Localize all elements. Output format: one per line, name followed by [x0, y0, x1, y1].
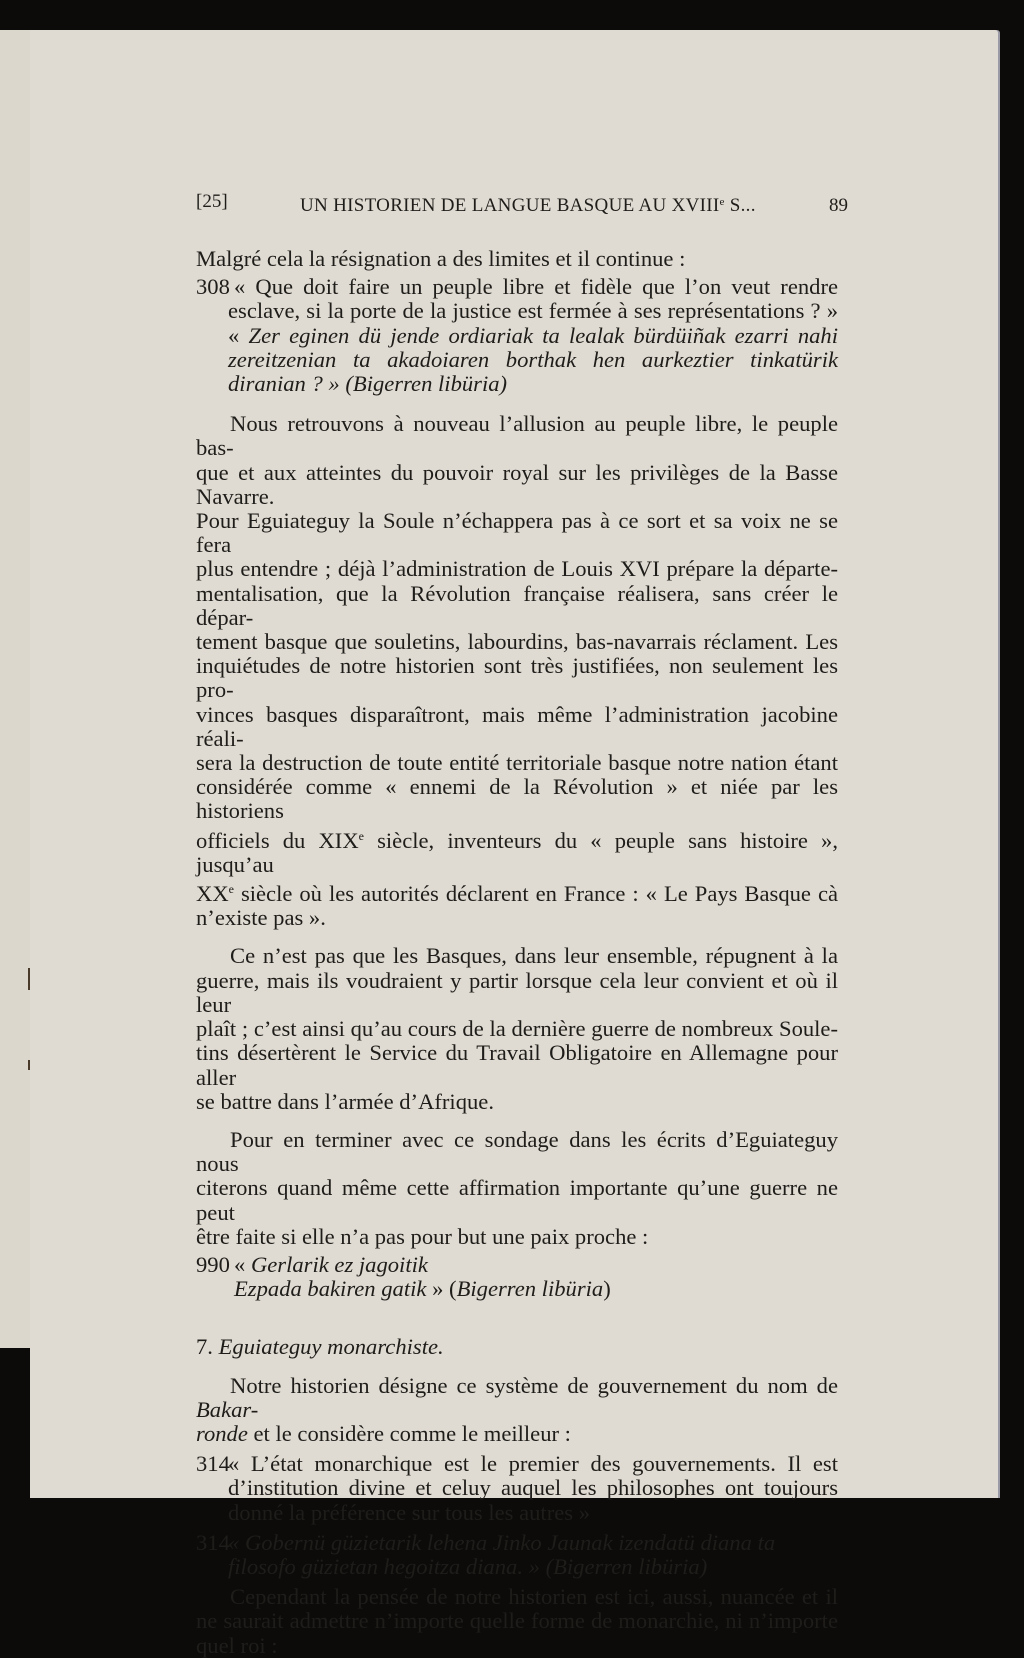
- verse-text: Gerlarik ez jagoitik: [250, 1251, 428, 1277]
- quote-314-basque: [196, 1531, 838, 1579]
- quote-basque: Zer eginen dü jende ordiariak ta lealak bürdüiñak ezarri nahi zereitzenian ta akadoiaren borthak hen aurkeztier tinkatürik diranian ? » (Bigerren libüria): [228, 322, 839, 397]
- paragraph-allusion: [196, 412, 838, 930]
- text-line: mentalisation, que la Révolution française réalisera, sans créer le dépar-: [196, 580, 838, 630]
- text-fragment: siècle où les autorités déclarent en France : « Le Pays Basque cà: [233, 881, 838, 907]
- text-fragment: officiels du XIX: [196, 827, 359, 853]
- running-title-suffix: S...: [724, 195, 756, 216]
- text-line: inquiétudes de notre historien sont très justifiées, non seulement les pro-: [196, 653, 838, 703]
- quote-text: [228, 1531, 838, 1579]
- text-line: plaît ; c’est ainsi qu’au cours de la dernière guerre de nombreux Soule-: [196, 1016, 838, 1042]
- verse-number: 314: [196, 1529, 230, 1555]
- term: Bakar-: [196, 1396, 259, 1422]
- running-head: [196, 190, 848, 214]
- text-line: [196, 877, 838, 906]
- quote-basque: « Gobernü güzietarik lehena Jinko Jaunak izendatü diana ta filosofo güzietan hegoitza diana. » (Bigerren libüria): [228, 1529, 776, 1579]
- text-line: se battre dans l’armée d’Afrique.: [196, 1088, 494, 1114]
- text-fragment: XX: [196, 881, 229, 907]
- text-fragment: siècle, inventeurs du « peuple sans histoire », jusqu’au: [196, 827, 838, 877]
- text-line: Pour en terminer avec ce sondage dans les écrits d’Eguiateguy nous: [196, 1126, 838, 1177]
- quote-french: « Que doit faire un peuple libre et fidèle que l’on veut rendre esclave, si la porte de la justice est fermée à ses représentations ? » «: [228, 274, 838, 348]
- section-title: Eguiateguy monarchiste.: [218, 1334, 444, 1360]
- text-line: sera la destruction de toute entité territoriale basque notre nation étant: [196, 750, 838, 776]
- verse-line-2: [228, 1277, 838, 1301]
- text-line: [196, 1374, 838, 1422]
- text-fragment: et le considère comme le meilleur :: [247, 1420, 571, 1446]
- text-line: être faite si elle n’a pas pour but une paix proche :: [196, 1223, 649, 1249]
- page-reference: [25]: [196, 191, 228, 212]
- quote-990: [196, 1253, 838, 1301]
- verse-text: Ezpada bakiren gatik: [234, 1276, 427, 1302]
- quote-text: [228, 275, 838, 396]
- superscript: e: [358, 828, 364, 843]
- text-line: plus entendre ; déjà l’administration de Louis XVI prépare la départe-: [196, 556, 838, 582]
- text-line: Ce n’est pas que les Basques, dans leur ensemble, répugnent à la: [230, 943, 838, 969]
- body-text: [196, 247, 838, 1658]
- text-line: considérée comme « ennemi de la Révolution » et niée par les historiens: [196, 774, 838, 824]
- paragraph-conclusion: [196, 1128, 838, 1249]
- verse-number: 990: [196, 1251, 230, 1277]
- text-line: n’existe pas ».: [196, 905, 326, 931]
- section-heading: [196, 1335, 838, 1359]
- verse-number: 308: [196, 274, 230, 300]
- paren: ): [603, 1276, 611, 1302]
- paragraph-nuance: Cependant la pensée de notre historien est ici, aussi, nuancée et il ne saurait admettre n’importe quelle forme de monarchie, ni n’importe quel roi :: [196, 1584, 838, 1658]
- paragraph-intro: Malgré cela la résignation a des limites et il continue :: [196, 246, 686, 271]
- source-citation: Bigerren libüria: [456, 1276, 604, 1302]
- text-line: tins désertèrent le Service du Travail Obligatoire en Allemagne pour aller: [196, 1040, 838, 1090]
- text-line: [196, 824, 838, 877]
- text-fragment: Notre historien désigne ce système de gouvernement du nom de: [230, 1372, 838, 1398]
- paragraph-basques-war: [196, 944, 838, 1113]
- quote-mark: » (: [426, 1276, 457, 1302]
- term: ronde: [196, 1420, 248, 1446]
- running-title-sup: e: [719, 196, 725, 208]
- quote-text: « L’état monarchique est le premier des gouvernements. Il est d’institution divine et celuy auquel les philosophes ont toujours donné la préférence sur tous les autres »: [228, 1451, 838, 1525]
- verse-number: 314: [196, 1451, 230, 1477]
- quote-308: [196, 275, 838, 396]
- text-line: guerre, mais ils voudraient y partir lorsque cela leur convient et où il leur: [196, 967, 838, 1017]
- text-line: citerons quand même cette affirmation importante qu’une guerre ne peut: [196, 1175, 838, 1225]
- text-line: [196, 1422, 838, 1446]
- text-line: Pour Eguiateguy la Soule n’échappera pas à ce sort et sa voix ne se fera: [196, 508, 838, 558]
- text-line: Nous retrouvons à nouveau l’allusion au peuple libre, le peuple bas-: [196, 411, 838, 461]
- quote-314-french: [196, 1452, 838, 1525]
- text-line: que et aux atteintes du pouvoir royal sur les privilèges de la Basse Navarre.: [196, 459, 838, 509]
- quote-mark: «: [234, 1251, 251, 1277]
- page-number: 89: [829, 195, 848, 216]
- section-number: 7.: [196, 1334, 219, 1360]
- superscript: e: [228, 882, 234, 897]
- paragraph-bakarronde: [196, 1374, 838, 1447]
- text-line: tement basque que souletins, labourdins, bas-navarrais réclament. Les: [196, 629, 838, 655]
- text-line: vinces basques disparaîtront, mais même l’administration jacobine réali-: [196, 701, 838, 751]
- running-title-text: UN HISTORIEN DE LANGUE BASQUE AU XVIII: [300, 195, 720, 216]
- previous-page-edge: [0, 30, 31, 1348]
- verse-line-1: [228, 1253, 838, 1277]
- running-title: [300, 190, 756, 218]
